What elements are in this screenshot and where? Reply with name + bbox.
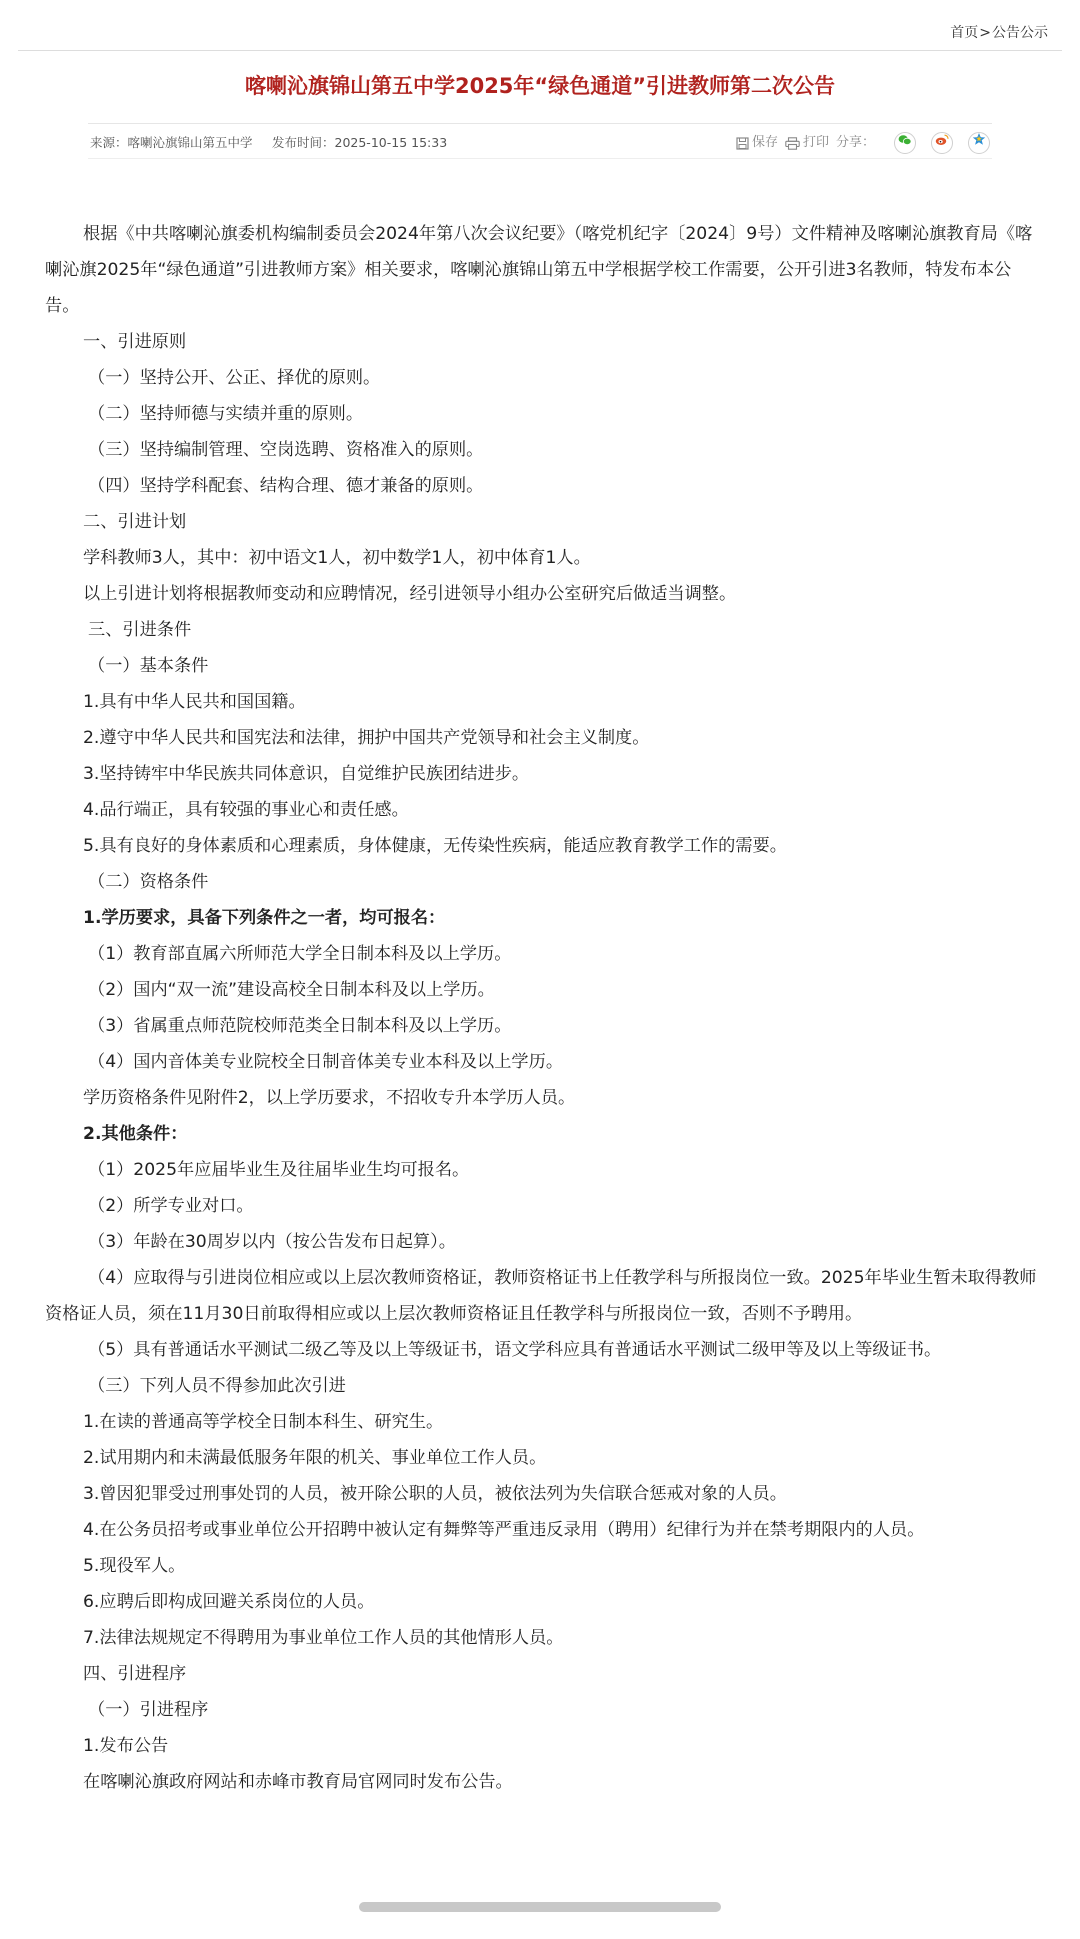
subsection-heading: （一）引进程序 xyxy=(88,1700,209,1720)
list-item: （3）省属重点师范院校师范类全日制本科及以上学历。 xyxy=(88,1016,512,1036)
breadcrumb-separator: > xyxy=(979,25,991,41)
list-item: （2）所学专业对口。 xyxy=(88,1196,254,1216)
article-title: 喀喇沁旗锦山第五中学2025年“绿色通道”引进教师第二次公告 xyxy=(244,74,836,98)
paragraph: （4）应取得与引进岗位相应或以上层次教师资格证，教师资格证书上任教学科与所报岗位一致。2025年毕业生暂未取得教师资格证人员，须在11月30日前取得相应或以上层次教师资格证且任教学科与所报岗位一致，否则不予聘用。 xyxy=(45,1268,1037,1324)
list-item: 3.坚持铸牢中华民族共同体意识，自觉维护民族团结进步。 xyxy=(83,764,530,784)
list-item: 2.遵守中华人民共和国宪法和法律，拥护中国共产党领导和社会主义制度。 xyxy=(83,728,650,748)
list-item: 3.曾因犯罪受过刑事处罚的人员，被开除公职的人员，被依法列为失信联合惩戒对象的人员。 xyxy=(83,1484,787,1504)
subsection-heading: （一）基本条件 xyxy=(88,656,209,676)
article-tools xyxy=(736,132,990,154)
paragraph: （5）具有普通话水平测试二级乙等及以上等级证书，语文学科应具有普通话水平测试二级甲等及以上等级证书。 xyxy=(88,1340,942,1360)
qzone-icon xyxy=(972,132,986,154)
paragraph: 根据《中共喀喇沁旗委机构编制委员会2024年第八次会议纪要》（喀党机纪字〔2024〕9号）文件精神及喀喇沁旗教育局《喀喇沁旗2025年“绿色通道”引进教师方案》相关要求，喀喇沁旗锦山第五中学根据学校工作需要，公开引进3名教师，特发布本公告。 xyxy=(45,224,1033,316)
share-wechat-button[interactable] xyxy=(894,132,916,154)
list-item: 2.试用期内和未满最低服务年限的机关、事业单位工作人员。 xyxy=(83,1448,547,1468)
save-button[interactable] xyxy=(736,132,778,154)
breadcrumb-current-link[interactable]: 公告公示 xyxy=(992,25,1048,41)
section-heading: 三、引进条件 xyxy=(88,620,192,640)
list-item: 6.应聘后即构成回避关系岗位的人员。 xyxy=(83,1592,375,1612)
list-item: 5.具有良好的身体素质和心理素质，身体健康，无传染性疾病，能适应教育教学工作的需要。 xyxy=(83,836,787,856)
print-label: 打印 xyxy=(802,135,829,150)
article-publish-time: 发布时间：2025-10-15 15:33 xyxy=(272,135,448,150)
list-item: （二）坚持师德与实绩并重的原则。 xyxy=(88,404,364,424)
bold-heading: 2.其他条件： xyxy=(83,1124,188,1144)
print-button[interactable] xyxy=(785,132,829,154)
section-heading: 四、引进程序 xyxy=(83,1664,187,1684)
list-item: 4.在公务员招考或事业单位公开招聘中被认定有舞弊等严重违反录用（聘用）纪律行为并在禁考期限内的人员。 xyxy=(83,1520,925,1540)
share-weibo-button[interactable] xyxy=(931,132,953,154)
list-item: （2）国内“双一流”建设高校全日制本科及以上学历。 xyxy=(88,980,495,1000)
print-icon xyxy=(785,137,800,150)
save-icon xyxy=(736,137,749,150)
share-qzone-button[interactable] xyxy=(968,132,990,154)
weibo-icon xyxy=(935,132,949,154)
meta-divider-top xyxy=(88,123,992,124)
paragraph: 以上引进计划将根据教师变动和应聘情况，经引进领导小组办公室研究后做适当调整。 xyxy=(83,584,737,604)
breadcrumb xyxy=(950,22,1048,42)
header-divider xyxy=(18,50,1062,51)
paragraph: 学科教师3人，其中：初中语文1人，初中数学1人，初中体育1人。 xyxy=(83,548,591,568)
bold-heading: 1.学历要求，具备下列条件之一者，均可报名： xyxy=(83,908,446,928)
list-item: 4.品行端正，具有较强的事业心和责任感。 xyxy=(83,800,409,820)
article-body xyxy=(45,216,1040,1800)
subsection-heading: （二）资格条件 xyxy=(88,872,209,892)
list-item: 7.法律法规规定不得聘用为事业单位工作人员的其他情形人员。 xyxy=(83,1628,564,1648)
list-item: （4）国内音体美专业院校全日制音体美专业本科及以上学历。 xyxy=(88,1052,564,1072)
paragraph: 学历资格条件见附件2，以上学历要求，不招收专升本学历人员。 xyxy=(83,1088,576,1108)
list-item: （1）2025年应届毕业生及往届毕业生均可报名。 xyxy=(88,1160,470,1180)
list-item: （三）坚持编制管理、空岗选聘、资格准入的原则。 xyxy=(88,440,484,460)
section-heading: 一、引进原则 xyxy=(83,332,187,352)
list-item: 1.在读的普通高等学校全日制本科生、研究生。 xyxy=(83,1412,444,1432)
meta-divider-bottom xyxy=(88,158,992,159)
section-heading: 二、引进计划 xyxy=(83,512,187,532)
list-item: 1.发布公告 xyxy=(83,1736,169,1756)
list-item: （四）坚持学科配套、结构合理、德才兼备的原则。 xyxy=(88,476,484,496)
subsection-heading: （三）下列人员不得参加此次引进 xyxy=(88,1376,346,1396)
list-item: （1）教育部直属六所师范大学全日制本科及以上学历。 xyxy=(88,944,512,964)
list-item: 5.现役军人。 xyxy=(83,1556,186,1576)
home-indicator[interactable] xyxy=(359,1902,721,1912)
wechat-icon xyxy=(898,132,912,154)
list-item: （3）年龄在30周岁以内（按公告发布日起算）。 xyxy=(88,1232,456,1252)
list-item: 1.具有中华人民共和国国籍。 xyxy=(83,692,306,712)
share-label: 分享： xyxy=(835,135,875,150)
article-source: 来源：喀喇沁旗锦山第五中学 xyxy=(90,135,253,150)
article-meta-bar xyxy=(90,132,990,154)
breadcrumb-home-link[interactable]: 首页 xyxy=(950,25,979,41)
list-item: （一）坚持公开、公正、择优的原则。 xyxy=(88,368,381,388)
save-label: 保存 xyxy=(751,135,778,150)
paragraph: 在喀喇沁旗政府网站和赤峰市教育局官网同时发布公告。 xyxy=(83,1772,513,1792)
